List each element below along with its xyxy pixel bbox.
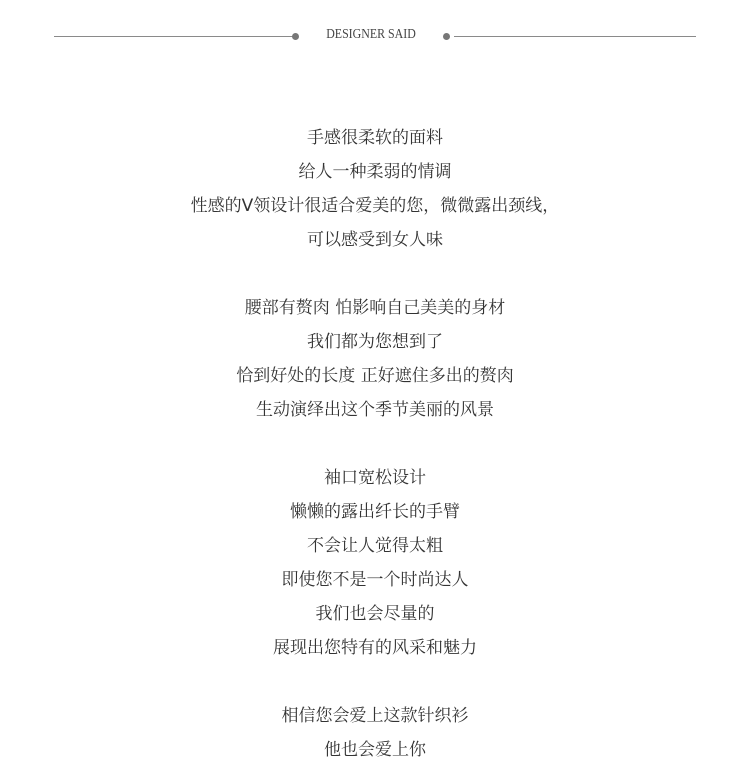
text-line: 性感的V领设计很适合爱美的您，微微露出颈线，	[190, 196, 560, 216]
paragraph-gap	[0, 257, 750, 291]
text-line: 展现出您特有的风采和魅力	[273, 638, 477, 658]
text-line: 可以感受到女人味	[307, 230, 443, 250]
header-rule-left	[54, 36, 294, 37]
header-dot-right	[443, 33, 450, 40]
text-line: 不会让人觉得太粗	[307, 536, 443, 556]
header-dot-left	[292, 33, 299, 40]
paragraph-gap	[0, 665, 750, 699]
text-line: 我们都为您想到了	[307, 332, 443, 352]
description-text	[0, 121, 750, 767]
text-line: 给人一种柔弱的情调	[298, 162, 452, 182]
paragraph-closing	[0, 699, 750, 767]
text-line: 生动演绎出这个季节美丽的风景	[256, 400, 494, 420]
section-header	[54, 26, 696, 46]
text-line: 他也会爱上你	[324, 740, 426, 760]
text-line: 我们也会尽量的	[315, 604, 435, 624]
paragraph-sleeve	[0, 461, 750, 665]
text-line: 即使您不是一个时尚达人	[281, 570, 469, 590]
text-line: 相信您会爱上这款针织衫	[281, 706, 469, 726]
paragraph-fabric	[0, 121, 750, 257]
paragraph-gap	[0, 427, 750, 461]
header-rule-right	[454, 36, 696, 37]
text-line: 腰部有赘肉 怕影响自己美美的身材	[244, 298, 506, 318]
text-line: 手感很柔软的面料	[307, 128, 443, 148]
text-line: 懒懒的露出纤长的手臂	[290, 502, 460, 522]
header-title: DESIGNER SAID	[326, 27, 416, 42]
text-line: 恰到好处的长度 正好遮住多出的赘肉	[236, 366, 514, 386]
text-line: 袖口宽松设计	[324, 468, 426, 488]
paragraph-waist	[0, 291, 750, 427]
